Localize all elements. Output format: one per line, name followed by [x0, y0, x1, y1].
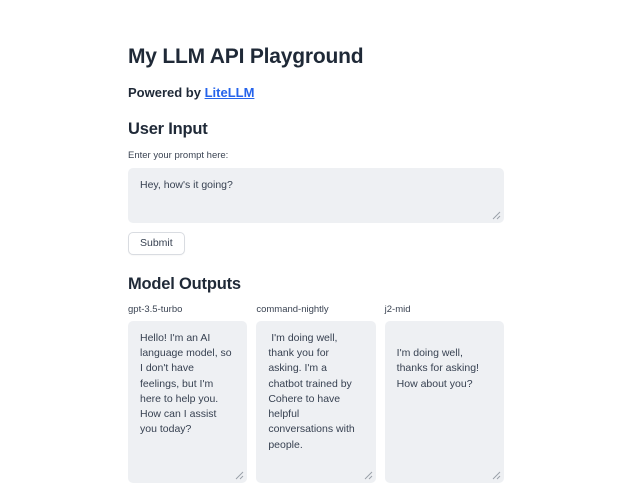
- output-textarea-command[interactable]: [256, 321, 375, 483]
- prompt-label: Enter your prompt here:: [128, 150, 229, 162]
- powered-by-text: Powered by: [128, 85, 205, 101]
- model-outputs-row: [128, 304, 504, 483]
- output-textarea-wrap: [385, 321, 504, 483]
- prompt-textarea-wrap: [128, 168, 504, 223]
- litellm-link[interactable]: LiteLLM: [204, 85, 255, 101]
- output-col-j2: [385, 304, 504, 483]
- output-textarea-gpt[interactable]: [128, 321, 247, 483]
- model-outputs-heading: Model Outputs: [128, 275, 241, 294]
- prompt-input[interactable]: [128, 168, 504, 223]
- app-container: [128, 0, 504, 483]
- output-textarea-wrap: [256, 321, 375, 483]
- output-label-command: command-nightly: [256, 304, 329, 316]
- powered-by-line: [128, 85, 504, 100]
- submit-button[interactable]: Submit: [128, 232, 185, 255]
- output-textarea-j2[interactable]: [385, 321, 504, 483]
- output-col-gpt: [128, 304, 247, 483]
- page-title: My LLM API Playground: [128, 45, 364, 68]
- output-col-command: [256, 304, 375, 483]
- output-label-j2: j2-mid: [384, 304, 411, 316]
- user-input-heading: User Input: [128, 120, 208, 139]
- output-textarea-wrap: [128, 321, 247, 483]
- output-label-gpt: gpt-3.5-turbo: [128, 304, 183, 316]
